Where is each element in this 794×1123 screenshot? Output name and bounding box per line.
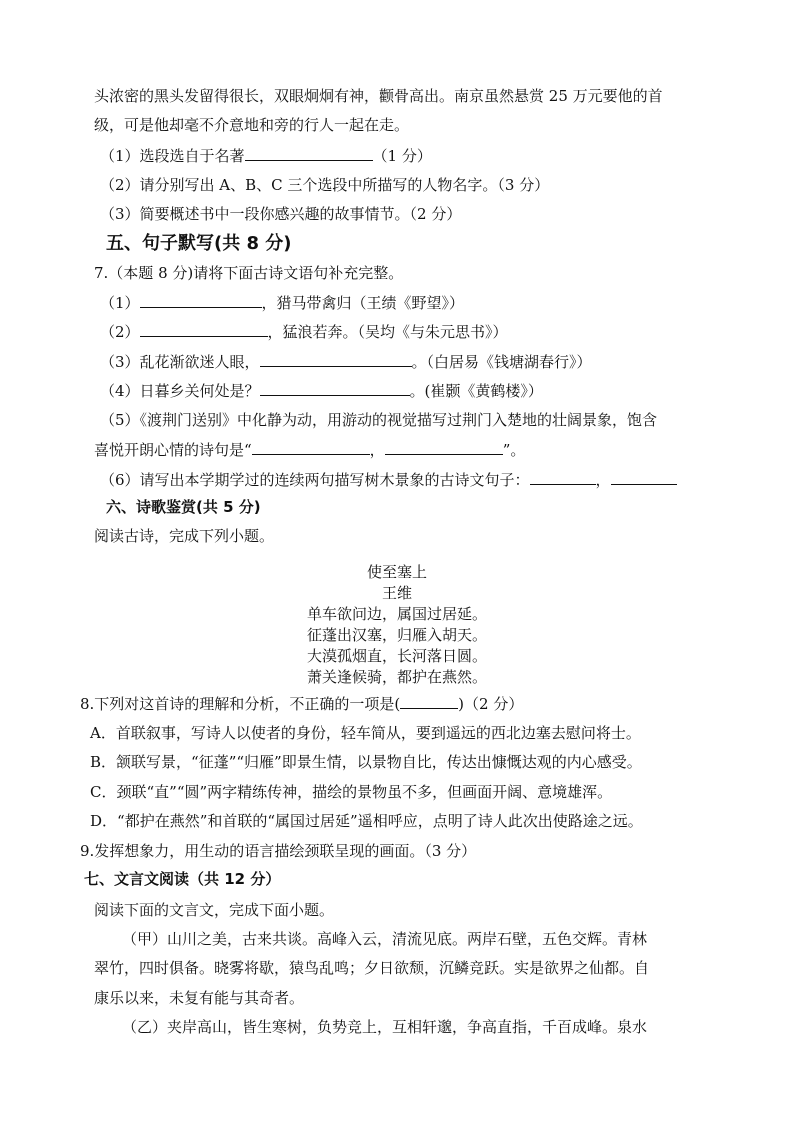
question-7-2	[100, 321, 508, 342]
option-d: D．“都护在燕然”和首联的“属国过居延”遥相呼应，点明了诗人此次出使路途之远。	[90, 812, 643, 830]
item-text: ，猎马带禽归（王绩《野望》）	[261, 294, 465, 312]
q8-score: )（2 分）	[458, 695, 524, 713]
passage-line: 头浓密的黑头发留得很长，双眼炯炯有神，颧骨高出。南京虽然悬赏 25 万元要他的首	[94, 87, 663, 105]
poem-line: 单车欲问边，属国过居延。	[306, 605, 487, 623]
item-text: ，	[369, 441, 385, 459]
item-text: ”。	[502, 441, 526, 459]
item-number: （1）	[100, 294, 140, 312]
answer-blank[interactable]	[245, 145, 373, 161]
question-7-5-line2	[94, 439, 525, 460]
poem-author: 王维	[381, 584, 412, 602]
section-5-heading: 五、句子默写(共 8 分)	[106, 233, 292, 254]
passage-yi-line: （乙）夹岸高山，皆生寒树，负势竞上，互相轩邈，争高直指，千百成峰。泉水	[122, 1018, 648, 1036]
question-6-2: （2）请分别写出 A、B、C 三个选段中所描写的人物名字。（3 分）	[100, 176, 550, 194]
answer-blank[interactable]	[611, 469, 677, 485]
question-9: 9.发挥想象力，用生动的语言描绘颈联呈现的画面。（3 分）	[80, 842, 477, 860]
question-6-1	[100, 145, 432, 166]
item-text: 。(崔颢《黄鹤楼》）	[409, 382, 543, 400]
question-7-intro: 7.（本题 8 分)请将下面古诗文语句补充完整。	[94, 264, 404, 282]
passage-line: 级，可是他却毫不介意地和旁的行人一起在走。	[94, 116, 410, 134]
item-number: （2）	[100, 323, 140, 341]
section-6-heading: 六、诗歌鉴赏(共 5 分)	[106, 498, 261, 516]
item-text: （6）请写出本学期学过的连续两句描写树木景象的古诗文句子：	[100, 471, 530, 489]
answer-blank[interactable]	[260, 351, 412, 367]
item-text: 喜悦开朗心情的诗句是“	[94, 441, 252, 459]
answer-blank[interactable]	[385, 439, 503, 455]
section-6-intro: 阅读古诗，完成下列小题。	[94, 527, 275, 545]
question-7-3	[100, 351, 592, 372]
question-7-4	[100, 380, 543, 401]
item-text: ，	[595, 471, 611, 489]
item-text: ，猛浪若奔。（吴均《与朱元思书》）	[267, 323, 508, 341]
question-7-1	[100, 292, 464, 313]
q6-1-score: （1 分）	[372, 147, 432, 165]
section-7-intro: 阅读下面的文言文，完成下面小题。	[94, 901, 335, 919]
question-7-5-line1: （5）《渡荆门送别》中化静为动，用游动的视觉描写过荆门入楚地的壮阔景象，饱含	[100, 411, 658, 429]
poem-title: 使至塞上	[366, 563, 427, 581]
q6-1-text: （1）选段选自于名著	[100, 147, 245, 165]
poem-line: 征蓬出汉塞，归雁入胡天。	[306, 626, 487, 644]
section-7-heading: 七、文言文阅读（共 12 分）	[84, 870, 281, 888]
poem-line: 大漠孤烟直，长河落日圆。	[306, 647, 487, 665]
answer-blank[interactable]	[260, 380, 410, 396]
passage-jia-line: （甲）山川之美，古来共谈。高峰入云，清流见底。两岸石壁，五色交辉。青林	[122, 930, 648, 948]
item-text: （3）乱花渐欲迷人眼，	[100, 353, 260, 371]
passage-jia-line: 康乐以来，未复有能与其奇者。	[94, 989, 305, 1007]
answer-blank[interactable]	[400, 693, 458, 709]
item-text: 。（白居易《钱塘湖春行》）	[411, 353, 592, 371]
item-text: （4）日暮乡关何处是？	[100, 382, 260, 400]
q8-text: 8.下列对这首诗的理解和分析，不正确的一项是(	[80, 695, 401, 713]
passage-jia-line: 翠竹，四时俱备。晓雾将歇，猿鸟乱鸣；夕日欲颓，沉鳞竞跃。实是欲界之仙都。自	[94, 959, 650, 977]
poem-line: 萧关逢候骑，都护在燕然。	[306, 668, 487, 686]
question-7-6	[100, 469, 677, 490]
question-8	[80, 693, 523, 714]
answer-blank[interactable]	[140, 321, 268, 337]
answer-blank[interactable]	[140, 292, 262, 308]
answer-blank[interactable]	[530, 469, 596, 485]
option-a: A．首联叙事，写诗人以使者的身份，轻车简从，要到遥远的西北边塞去慰问将士。	[90, 724, 641, 742]
option-b: B．颔联写景，“征蓬”“归雁”即景生情，以景物自比，传达出慷慨达观的内心感受。	[90, 753, 642, 771]
answer-blank[interactable]	[252, 439, 370, 455]
option-c: C．颈联“直”“圆”两字精练传神，描绘的景物虽不多，但画面开阔、意境雄浑。	[90, 783, 613, 801]
question-6-3: （3）简要概述书中一段你感兴趣的故事情节。（2 分）	[100, 205, 462, 223]
